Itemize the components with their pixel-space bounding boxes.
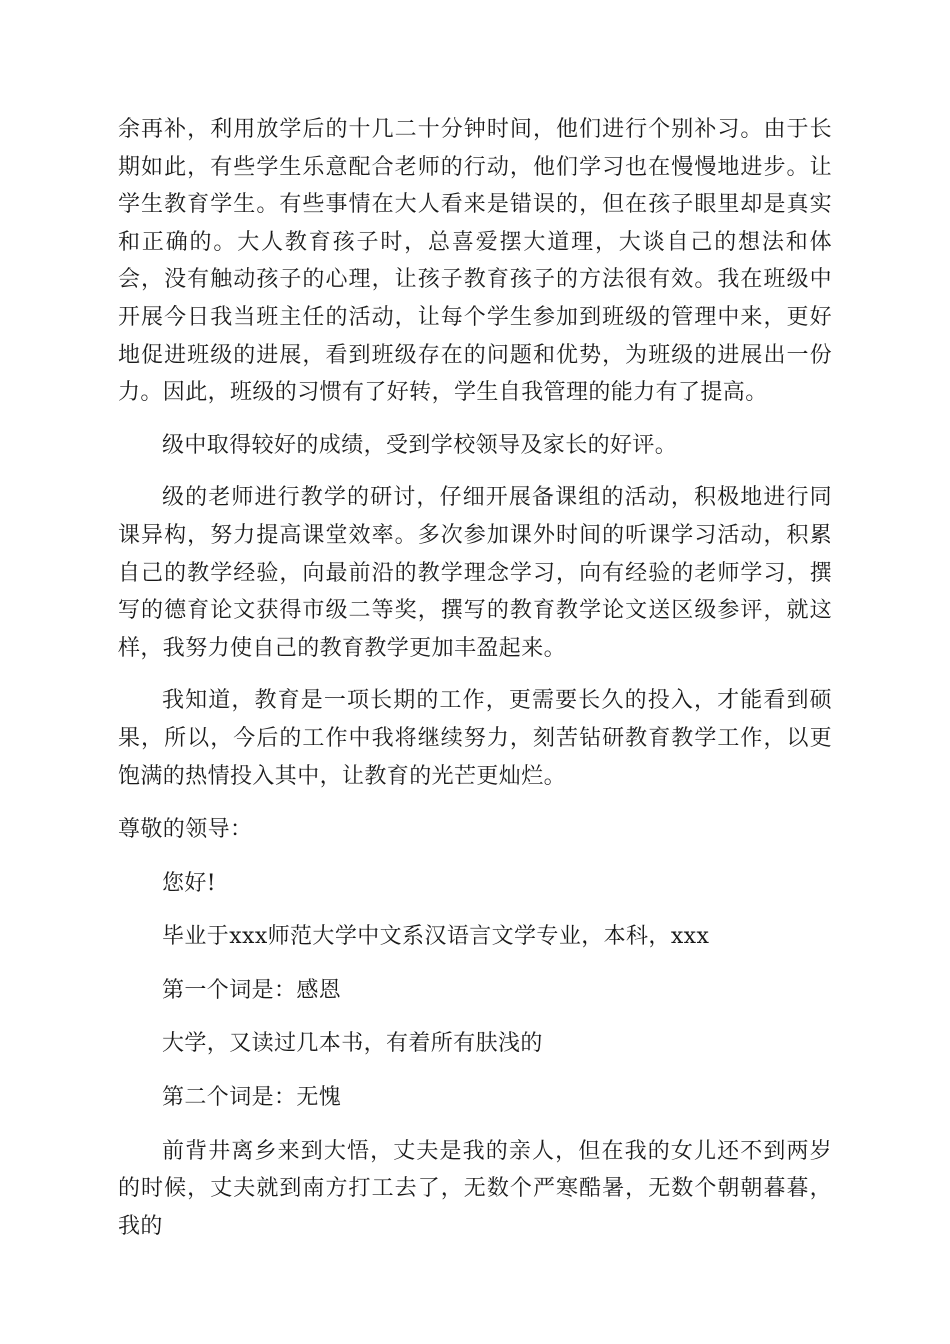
second-word-heading: 第二个词是：无愧 [162,1085,342,1111]
paragraph-2: 级中取得较好的成绩，受到学校领导及家长的好评。 [162,432,678,458]
document-body [118,111,832,1245]
greeting: 您好! [162,870,217,896]
paragraph-4: 我知道，教育是一项长期的工作，更需要长久的投入，才能看到硕果，所以，今后的工作中我将继续努力，刻苦钻研教育教学工作，以更饱满的热情投入其中，让教育的光芒更灿烂。 [118,688,832,789]
paragraph-1: 余再补，利用放学后的十几二十分钟时间，他们进行个别补习。由于长期如此，有些学生乐意配合老师的行动，他们学习也在慢慢地进步。让学生教育学生。有些事情在大人看来是错误的，但在孩子眼里却是真实和正确的。大人教育孩子时，总喜爱摆大道理，大谈自己的想法和体会，没有触动孩子的心理，让孩子教育孩子的方法很有效。我在班级中开展今日我当班主任的活动，让每个学生参加到班级的管理中来，更好地促进班级的进展，看到班级存在的问题和优势，为班级的进展出一份力。因此，班级的习惯有了好转，学生自我管理的能力有了提高。 [118,117,832,406]
paragraph-3: 级的老师进行教学的研讨，仔细开展备课组的活动，积极地进行同课异构，努力提高课堂效率。多次参加课外时间的听课学习活动，积累自己的教学经验，向最前沿的教学理念学习，向有经验的老师学习，撰写的德育论文获得市级二等奖，撰写的教育教学论文送区级参评，就这样，我努力使自己的教育教学更加丰盈起来。 [118,485,832,661]
salutation: 尊敬的领导： [118,817,253,843]
paragraph-university: 大学，又读过几本书，有着所有肤浅的 [162,1031,543,1057]
paragraph-final: 前背井离乡来到大悟，丈夫是我的亲人，但在我的女儿还不到两岁的时候，丈夫就到南方打工去了，无数个严寒酷暑，无数个朝朝暮暮，我的 [118,1138,832,1239]
first-word-heading: 第一个词是：感恩 [162,977,342,1003]
paragraph-graduation: 毕业于xxx师范大学中文系汉语言文学专业，本科，xxx [162,924,710,950]
